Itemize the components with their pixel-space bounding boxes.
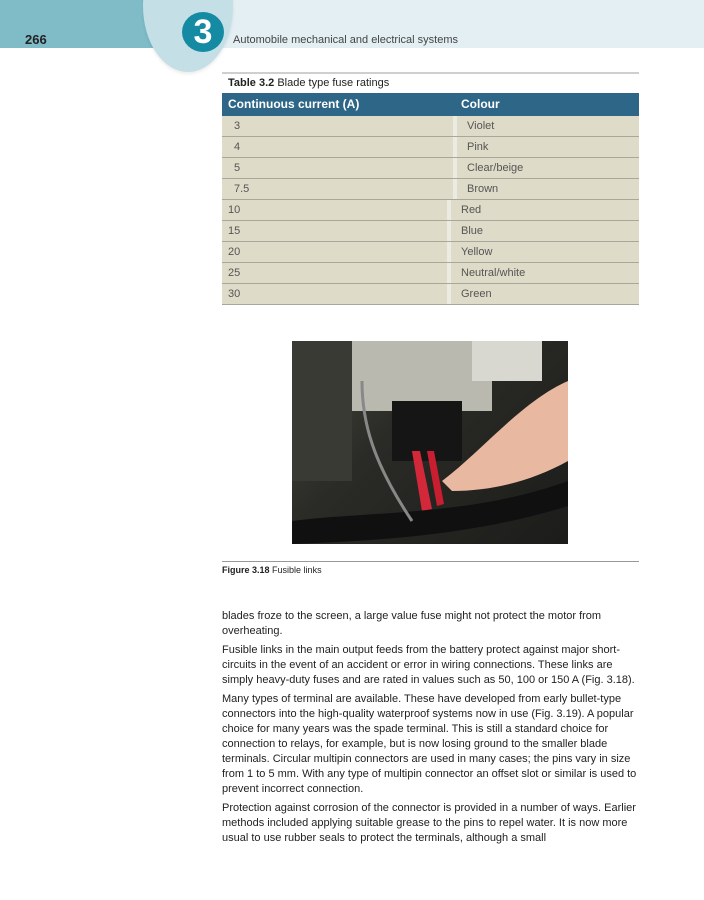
fuse-ratings-table — [222, 72, 639, 305]
cell-colour: Violet — [453, 116, 639, 136]
table-row — [222, 284, 639, 305]
cell-colour: Yellow — [447, 242, 639, 262]
table-row — [222, 158, 639, 179]
paragraph: Fusible links in the main output feeds from the battery protect against major short-circuits in the event of an accident or error in wiring connections. These links are simply heavy-duty fuses and are rated in values such as 50, 100 or 150 A (Fig. 3.18). — [222, 644, 635, 686]
column-header-current: Continuous current (A) — [228, 97, 360, 111]
cell-colour: Green — [447, 284, 639, 304]
cell-colour: Pink — [453, 137, 639, 157]
table-row — [222, 242, 639, 263]
figure-caption-text: Fusible links — [272, 565, 322, 575]
paragraph: Many types of terminal are available. These have developed from early bullet-type connectors into the high-quality waterproof systems now in use (Fig. 3.19). A popular choice for many years was the spade terminal. This is still a standard choice for connection to relays, for example, but is now losing ground to the smaller blade terminals. Circular multipin connectors are used in many cases; the pins vary in size from 1 to 5 mm. With any type of multipin connector an offset slot or similar is used to prevent incorrect connection. — [222, 693, 637, 795]
cell-current: 20 — [228, 246, 241, 258]
table-header — [222, 93, 639, 116]
table-row — [222, 137, 639, 158]
cell-colour: Blue — [447, 221, 639, 241]
cell-current: 4 — [234, 141, 241, 153]
cell-current: 30 — [228, 288, 241, 300]
table-label: Table 3.2 — [228, 77, 275, 89]
figure-label: Figure 3.18 — [222, 565, 270, 575]
chapter-badge: 3 — [182, 12, 224, 52]
cell-colour: Brown — [453, 179, 639, 199]
cell-colour: Red — [447, 200, 639, 220]
column-header-colour: Colour — [447, 93, 639, 116]
paragraph: Protection against corrosion of the connector is provided in a number of ways. Earlier methods included applying suitable grease to the pins to repel water. It is now more usual to use rubber seals to protect the terminals, although a small — [222, 802, 636, 844]
table-row — [222, 179, 639, 200]
cell-current: 10 — [228, 204, 241, 216]
cell-current: 15 — [228, 225, 241, 237]
cell-current: 7.5 — [234, 183, 250, 195]
cell-current: 3 — [234, 120, 241, 132]
fusible-links-photo — [292, 341, 568, 544]
cell-current: 25 — [228, 267, 241, 279]
table-caption — [222, 74, 639, 93]
table-row — [222, 263, 639, 284]
figure-caption — [222, 561, 639, 575]
table-row — [222, 221, 639, 242]
table-caption-text: Blade type fuse ratings — [277, 77, 390, 89]
table-row — [222, 200, 639, 221]
table-row — [222, 116, 639, 137]
cell-current: 5 — [234, 162, 241, 174]
running-title: Automobile mechanical and electrical systems — [233, 34, 458, 46]
photo-illustration — [292, 341, 568, 544]
cell-colour: Clear/beige — [453, 158, 639, 178]
page-number: 266 — [25, 32, 47, 47]
cell-colour: Neutral/white — [447, 263, 639, 283]
body-text — [222, 609, 642, 850]
paragraph: blades froze to the screen, a large value fuse might not protect the motor from overheating. — [222, 610, 602, 637]
